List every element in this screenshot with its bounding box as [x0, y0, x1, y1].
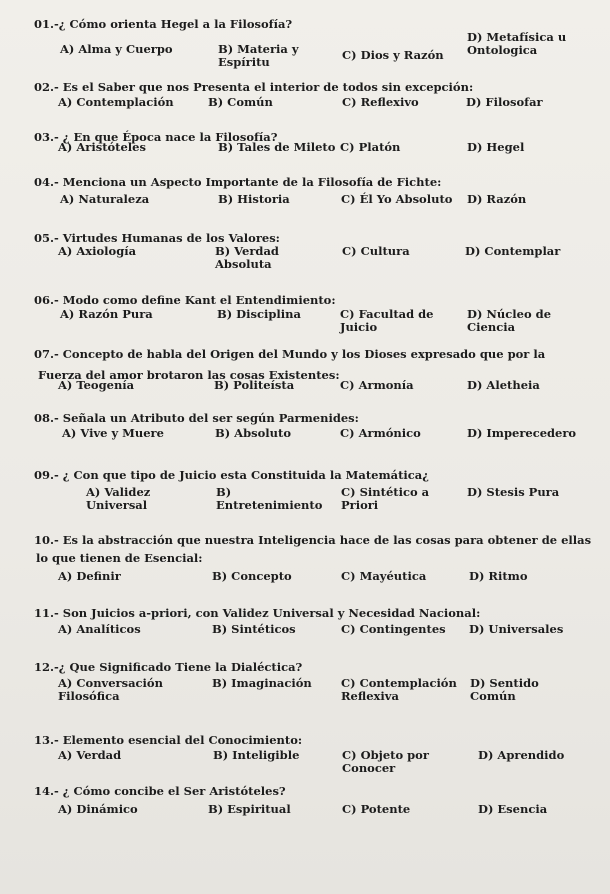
option-text: A) Conversación: [58, 676, 163, 690]
option-text: D) Metafísica u: [467, 30, 567, 44]
option-text: B) Historia: [218, 192, 290, 206]
answer-option-b[interactable]: [216, 486, 322, 512]
answer-option-a[interactable]: [62, 427, 164, 440]
option-text: D) Stesis Pura: [467, 485, 560, 499]
answer-option-d[interactable]: [467, 193, 526, 206]
question-stem: 08.- Señala un Atributo del ser según Parmenides:: [34, 411, 359, 425]
answer-option-c[interactable]: [342, 803, 410, 816]
option-text: B) Espiritual: [208, 802, 291, 816]
option-text: C) Platón: [340, 140, 401, 154]
answer-option-b[interactable]: [212, 570, 292, 583]
answer-option-a[interactable]: [58, 245, 136, 258]
option-text: C) Contemplación: [341, 676, 457, 690]
question-stem: 14.- ¿ Cómo concibe el Ser Aristóteles?: [34, 784, 286, 798]
option-text: C) Potente: [342, 802, 411, 816]
answer-option-a[interactable]: [86, 486, 150, 512]
answer-option-d[interactable]: [466, 96, 543, 109]
option-text: A) Contemplación: [58, 95, 174, 109]
answer-option-b[interactable]: [218, 193, 290, 206]
option-text: D) Razón: [467, 192, 527, 206]
option-text: C) Reflexivo: [342, 95, 419, 109]
option-text: A) Verdad: [58, 748, 122, 762]
option-text: Ontologica: [467, 43, 538, 57]
answer-option-d[interactable]: [478, 803, 547, 816]
option-text: B) Disciplina: [217, 307, 301, 321]
option-text: D) Sentido: [470, 676, 539, 690]
question-stem: 07.- Concepto de habla del Origen del Mundo y los Dioses expresado que por la: [34, 347, 546, 361]
option-text: D) Contemplar: [465, 244, 561, 258]
answer-option-b[interactable]: [218, 43, 299, 69]
option-text: C) Facultad de: [340, 307, 434, 321]
option-text: B): [216, 485, 232, 499]
option-text: Filosófica: [58, 689, 120, 703]
answer-option-c[interactable]: [340, 141, 400, 154]
option-text: A) Axiología: [58, 244, 137, 258]
question-stem: 02.- Es el Saber que nos Presenta el interior de todos sin excepción:: [34, 80, 474, 94]
answer-option-b[interactable]: [215, 245, 279, 271]
option-text: A) Aristóteles: [58, 140, 146, 154]
answer-option-b[interactable]: [215, 427, 291, 440]
answer-option-a[interactable]: [58, 96, 174, 109]
answer-option-c[interactable]: [341, 570, 426, 583]
answer-option-b[interactable]: [213, 749, 299, 762]
option-text: C) Mayéutica: [341, 569, 427, 583]
option-text: B) Tales de Mileto: [218, 140, 336, 154]
option-text: Entretenimiento: [216, 498, 323, 512]
answer-option-b[interactable]: [212, 677, 312, 690]
answer-option-a[interactable]: [58, 379, 134, 392]
option-text: C) Objeto por: [342, 748, 429, 762]
answer-option-b[interactable]: [212, 623, 296, 636]
option-text: D) Esencia: [478, 802, 548, 816]
option-text: B) Politeísta: [214, 378, 295, 392]
answer-option-a[interactable]: [60, 43, 173, 56]
question-stem: 04.- Menciona un Aspecto Importante de la Filosofía de Fichte:: [34, 175, 442, 189]
answer-option-c[interactable]: [341, 486, 429, 512]
answer-option-a[interactable]: [58, 570, 121, 583]
option-text: C) Sintético a: [341, 485, 430, 499]
answer-option-c[interactable]: [341, 677, 457, 703]
option-text: C) Dios y Razón: [342, 48, 444, 62]
option-text: B) Concepto: [212, 569, 292, 583]
option-text: Conocer: [342, 761, 396, 775]
option-text: B) Imaginación: [212, 676, 312, 690]
option-text: C) Contingentes: [341, 622, 446, 636]
answer-option-d[interactable]: [467, 308, 551, 334]
answer-option-c[interactable]: [340, 379, 414, 392]
option-text: Ciencia: [467, 320, 516, 334]
option-text: D) Universales: [469, 622, 564, 636]
answer-option-d[interactable]: [467, 379, 540, 392]
answer-option-c[interactable]: [342, 96, 419, 109]
answer-option-a[interactable]: [60, 193, 149, 206]
option-text: Común: [470, 689, 516, 703]
question-stem: 10.- Es la abstracción que nuestra Inteligencia hace de las cosas para obtener de ellas: [34, 533, 592, 547]
question-stem: 05.- Virtudes Humanas de los Valores:: [34, 231, 280, 245]
option-text: C) Cultura: [342, 244, 410, 258]
answer-option-d[interactable]: [467, 427, 576, 440]
answer-option-d[interactable]: [470, 677, 539, 703]
option-text: D) Núcleo de: [467, 307, 552, 321]
answer-option-c[interactable]: [341, 193, 452, 206]
question-stem: 06.- Modo como define Kant el Entendimiento:: [34, 293, 336, 307]
answer-option-a[interactable]: [58, 803, 138, 816]
answer-option-c[interactable]: [341, 623, 446, 636]
answer-option-a[interactable]: [58, 623, 141, 636]
option-text: A) Vive y Muere: [62, 426, 164, 440]
option-text: C) Armónico: [340, 426, 421, 440]
option-text: B) Materia y: [218, 42, 299, 56]
question-stem: 13.- Elemento esencial del Conocimiento:: [34, 733, 303, 747]
option-text: B) Inteligible: [213, 748, 300, 762]
option-text: D) Aletheia: [467, 378, 540, 392]
option-text: A) Naturaleza: [60, 192, 150, 206]
option-text: Espíritu: [218, 55, 270, 69]
option-text: D) Filosofar: [466, 95, 543, 109]
option-text: A) Dinámico: [58, 802, 138, 816]
answer-option-d[interactable]: [465, 245, 560, 258]
question-stem: 03.- ¿ En que Época nace la Filosofía?: [34, 130, 278, 144]
option-text: Absoluta: [215, 257, 272, 271]
option-text: D) Aprendido: [478, 748, 565, 762]
answer-option-a[interactable]: [58, 749, 121, 762]
option-text: Juicio: [340, 320, 378, 334]
option-text: A) Analíticos: [58, 622, 141, 636]
option-text: A) Definir: [58, 569, 121, 583]
option-text: D) Ritmo: [469, 569, 528, 583]
answer-option-b[interactable]: [218, 141, 335, 154]
answer-option-b[interactable]: [208, 803, 291, 816]
question-stem: 09.- ¿ Con que tipo de Juicio esta Constituida la Matemática¿: [34, 468, 429, 482]
option-text: D) Imperecedero: [467, 426, 577, 440]
option-text: Reflexiva: [341, 689, 399, 703]
answer-option-d[interactable]: [467, 31, 566, 57]
answer-option-b[interactable]: [217, 308, 301, 321]
question-stem: Fuerza del amor brotaron las cosas Existentes:: [38, 368, 340, 382]
option-text: B) Sintéticos: [212, 622, 296, 636]
answer-option-c[interactable]: [340, 427, 421, 440]
option-text: C) Armonía: [340, 378, 414, 392]
question-stem: 11.- Son Juicios a-priori, con Validez Universal y Necesidad Nacional:: [34, 606, 481, 620]
option-text: B) Verdad: [215, 244, 279, 258]
answer-option-a[interactable]: [60, 308, 153, 321]
answer-option-c[interactable]: [342, 49, 444, 62]
answer-option-d[interactable]: [469, 570, 528, 583]
option-text: Priori: [341, 498, 379, 512]
question-stem: 01.-¿ Cómo orienta Hegel a la Filosofía?: [34, 17, 293, 31]
question-stem: lo que tienen de Esencial:: [36, 551, 203, 565]
option-text: C) Él Yo Absoluto: [341, 192, 453, 206]
answer-option-a[interactable]: [58, 677, 163, 703]
answer-option-c[interactable]: [340, 308, 433, 334]
answer-option-d[interactable]: [467, 141, 524, 154]
question-stem: 12.-¿ Que Significado Tiene la Dialéctica?: [34, 660, 303, 674]
option-text: A) Validez: [86, 485, 151, 499]
option-text: A) Teogenía: [58, 378, 135, 392]
option-text: B) Común: [208, 95, 273, 109]
option-text: A) Alma y Cuerpo: [60, 42, 173, 56]
option-text: Universal: [86, 498, 148, 512]
answer-option-c[interactable]: [342, 749, 429, 775]
answer-option-a[interactable]: [58, 141, 146, 154]
option-text: D) Hegel: [467, 140, 525, 154]
answer-option-b[interactable]: [208, 96, 273, 109]
option-text: B) Absoluto: [215, 426, 291, 440]
answer-option-d[interactable]: [469, 623, 563, 636]
option-text: A) Razón Pura: [60, 307, 153, 321]
answer-option-c[interactable]: [342, 245, 410, 258]
answer-option-b[interactable]: [214, 379, 294, 392]
answer-option-d[interactable]: [478, 749, 564, 762]
answer-option-d[interactable]: [467, 486, 559, 499]
